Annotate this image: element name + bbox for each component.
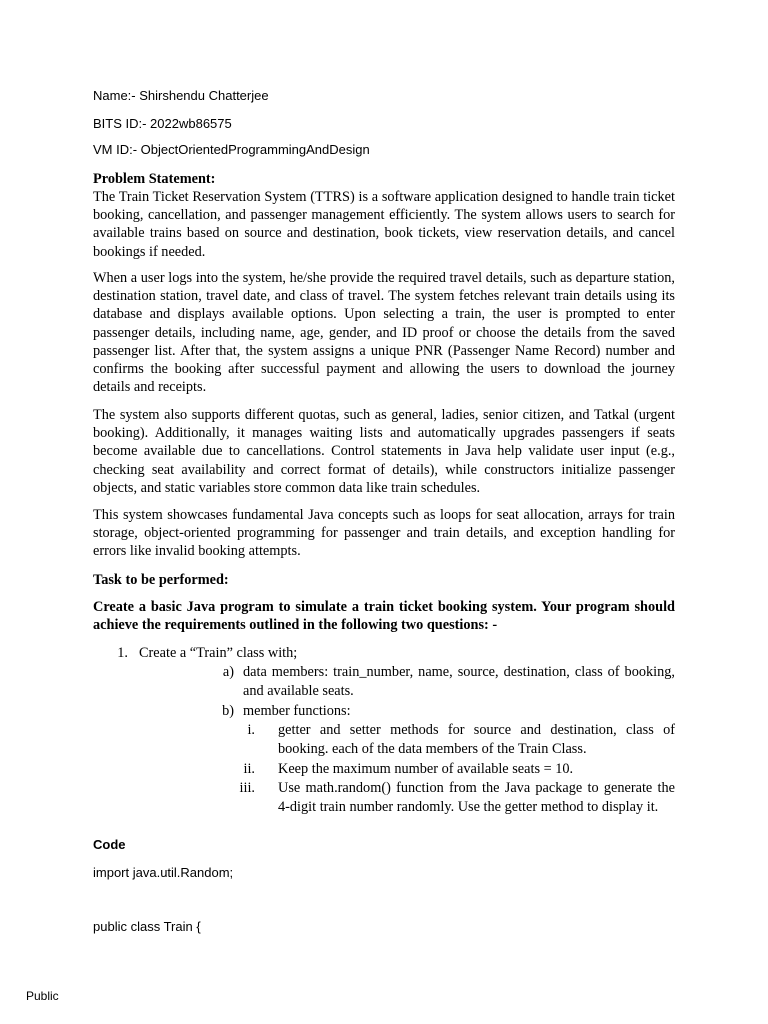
roman-i-text: getter and setter methods for source and destination, class of booking. each of the data members of the Train Class.	[278, 722, 675, 757]
classification-label: Public	[26, 989, 59, 1003]
code-line-import: import java.util.Random;	[93, 865, 234, 880]
problem-paragraph-3-text: The system also supports different quotas, such as general, ladies, senior citizen, and Tatkal (urgent booking). Additionally, it manages waiting lists and automatically upgrades passengers if seats become available due to cancellations. Control statements in Java help validate user input (e.g., checking seat availability and correct format of details), while constructors initialize passenger objects, and static variables store common data like train schedules.	[93, 407, 675, 496]
roman-ii-text: Keep the maximum number of available seats = 10.	[278, 761, 574, 777]
problem-paragraph-3	[93, 406, 675, 497]
problem-paragraph-4-text: This system showcases fundamental Java concepts such as loops for seat allocation, arrays for train storage, object-oriented programming for passenger and train details, and exception handling for errors like invalid booking attempts.	[93, 507, 675, 560]
vm-id: VM ID:- ObjectOrientedProgrammingAndDesign	[93, 142, 370, 157]
code-line-class-declaration: public class Train {	[93, 919, 201, 934]
roman-ii-marker: ii.	[243, 761, 255, 777]
item-1-marker: 1.	[117, 645, 128, 661]
roman-i-marker: i.	[247, 722, 255, 738]
sub-item-a-text: data members: train_number, name, source, destination, class of booking, and available seats.	[243, 664, 675, 699]
problem-statement-heading: Problem Statement:	[93, 171, 216, 187]
sub-item-a-marker: a)	[222, 664, 234, 680]
roman-iii-marker: iii.	[239, 780, 255, 796]
roman-iii-text: Use math.random() function from the Java package to generate the 4-digit train number randomly. Use the getter method to display it.	[278, 780, 675, 815]
bits-id: BITS ID:- 2022wb86575	[93, 116, 232, 131]
task-intro-text: Create a basic Java program to simulate a train ticket booking system. Your program should achieve the requirements outlined in the following two questions: -	[93, 599, 675, 634]
sub-item-b-marker: b)	[222, 703, 234, 719]
problem-paragraph-1	[93, 188, 675, 261]
task-heading: Task to be performed:	[93, 572, 229, 588]
problem-paragraph-2-text: When a user logs into the system, he/she provide the required travel details, such as departure station, destination station, travel date, and class of travel. The system fetches relevant train details using its database and displays available options. Upon selecting a train, the user is prompted to enter passenger details, including name, age, gender, and ID proof or choose the details from the saved passenger list. After that, the system assigns a unique PNR (Passenger Name Record) number and confirms the booking after successful payment and allowing the users to download the journey details and receipts.	[93, 270, 675, 396]
task-intro	[93, 598, 675, 634]
sub-item-b-text: member functions:	[243, 703, 351, 719]
code-label: Code	[93, 837, 126, 852]
problem-paragraph-2	[93, 269, 675, 396]
problem-paragraph-4	[93, 506, 675, 561]
student-name: Name:- Shirshendu Chatterjee	[93, 88, 269, 103]
problem-paragraph-1-text: The Train Ticket Reservation System (TTRS) is a software application designed to handle train ticket booking, cancellation, and passenger management efficiently. The system allows users to search for available trains based on source and destination, book tickets, view reservation details, and cancel bookings if needed.	[93, 189, 675, 260]
item-1-text: Create a “Train” class with;	[139, 645, 298, 661]
